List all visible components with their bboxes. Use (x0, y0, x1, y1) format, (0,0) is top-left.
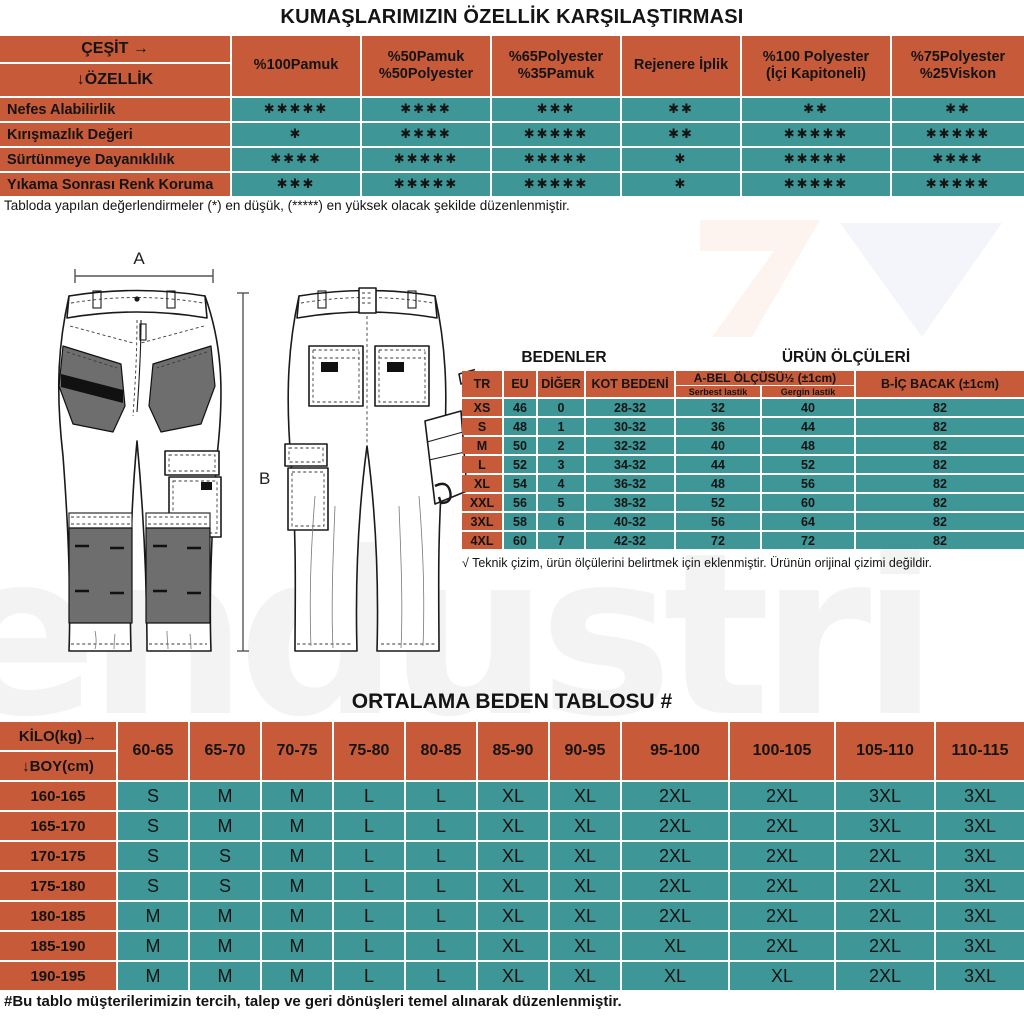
avg-size-cell: L (406, 932, 476, 960)
avg-size-cell: 2XL (836, 902, 934, 930)
avg-size-cell: XL (550, 782, 620, 810)
avg-weight-header: 90-95 (550, 722, 620, 780)
size-value-cell: 7 (538, 532, 584, 549)
size-row-label: 3XL (462, 513, 502, 530)
fabric-column-line1: %100 Polyester (762, 48, 870, 65)
avg-size-cell: XL (478, 812, 548, 840)
size-value-cell: 82 (856, 437, 1024, 454)
avg-size-cell: XL (478, 932, 548, 960)
size-value-cell: 6 (538, 513, 584, 530)
size-value-cell: 64 (762, 513, 854, 530)
avg-size-cell: L (406, 902, 476, 930)
avg-size-cell: 3XL (936, 902, 1024, 930)
avg-size-cell: XL (730, 962, 834, 990)
size-measurements-table (462, 371, 1024, 549)
size-value-cell: 1 (538, 418, 584, 435)
avg-size-cell: L (406, 962, 476, 990)
avg-size-cell: 2XL (836, 932, 934, 960)
avg-size-cell: XL (478, 842, 548, 870)
fabric-rating-cell: ✱✱✱✱✱ (742, 123, 890, 146)
size-value-cell: 3 (538, 456, 584, 473)
avg-size-cell: 3XL (836, 782, 934, 810)
avg-size-cell: L (406, 872, 476, 900)
size-value-cell: 56 (762, 475, 854, 492)
avg-size-cell: 3XL (936, 872, 1024, 900)
watermark-logo-icon (690, 205, 1020, 355)
avg-size-cell: M (262, 932, 332, 960)
size-row-label: XXL (462, 494, 502, 511)
avg-size-cell: L (334, 812, 404, 840)
avg-weight-header: 60-65 (118, 722, 188, 780)
avg-size-cell: 3XL (836, 812, 934, 840)
size-value-cell: 82 (856, 475, 1024, 492)
avg-size-cell: M (190, 902, 260, 930)
size-value-cell: 52 (676, 494, 760, 511)
fabric-column-line1: %75Polyester (910, 48, 1006, 65)
bedenler-title: BEDENLER (521, 349, 607, 366)
avg-size-cell: S (118, 812, 188, 840)
avg-size-cell: XL (622, 962, 728, 990)
size-value-cell: 32 (676, 399, 760, 416)
fabric-rating-cell: ✱✱✱ (232, 173, 360, 196)
size-header-eu: EU (504, 371, 536, 397)
avg-size-cell: S (118, 782, 188, 810)
avg-corner-kilo: KİLO(kg)→ (0, 722, 116, 750)
size-value-cell: 40 (762, 399, 854, 416)
size-value-cell: 60 (762, 494, 854, 511)
size-header-kot: KOT BEDENİ (586, 371, 674, 397)
size-value-cell: 48 (762, 437, 854, 454)
size-row-label: L (462, 456, 502, 473)
avg-height-label: 190-195 (0, 962, 116, 990)
avg-weight-header: 85-90 (478, 722, 548, 780)
fabric-comparison-table (0, 36, 1024, 196)
avg-size-cell: 3XL (936, 932, 1024, 960)
avg-size-cell: M (118, 932, 188, 960)
size-value-cell: 0 (538, 399, 584, 416)
fabric-rating-cell: ✱✱✱✱✱ (492, 148, 620, 171)
fabric-rating-cell: ✱✱✱✱ (362, 123, 490, 146)
avg-size-cell: XL (478, 962, 548, 990)
avg-size-cell: 2XL (622, 872, 728, 900)
avg-size-table (0, 722, 1024, 990)
size-value-cell: 56 (676, 513, 760, 530)
avg-height-label: 180-185 (0, 902, 116, 930)
fabric-rating-cell: ✱✱✱✱ (232, 148, 360, 171)
avg-size-cell: 2XL (622, 782, 728, 810)
avg-size-cell: M (262, 902, 332, 930)
avg-size-cell: 2XL (730, 782, 834, 810)
fabric-corner-ozellik: ↓ÖZELLİK (0, 64, 230, 96)
size-value-cell: 34-32 (586, 456, 674, 473)
fabric-rating-cell: ✱✱✱✱✱ (892, 173, 1024, 196)
size-value-cell: 5 (538, 494, 584, 511)
size-header-abel: A-BEL ÖLÇÜSÜ½ (±1cm) (676, 371, 854, 385)
avg-size-cell: L (406, 842, 476, 870)
dim-a-label: A (133, 249, 145, 268)
size-header-abel-sub (676, 386, 854, 397)
avg-size-cell: 2XL (730, 932, 834, 960)
avg-size-cell: 2XL (836, 872, 934, 900)
size-value-cell: 50 (504, 437, 536, 454)
avg-height-label: 185-190 (0, 932, 116, 960)
avg-size-cell: XL (478, 902, 548, 930)
avg-size-cell: XL (550, 872, 620, 900)
urun-olculeri-title: ÜRÜN ÖLÇÜLERİ (781, 349, 911, 366)
fabric-column-header (232, 36, 360, 96)
avg-size-cell: M (190, 932, 260, 960)
size-value-cell: 72 (676, 532, 760, 549)
size-value-cell: 38-32 (586, 494, 674, 511)
size-header-tr: TR (462, 371, 502, 397)
fabric-rating-cell: ✱✱ (742, 98, 890, 121)
pants-back-drawing (285, 288, 475, 651)
size-value-cell: 36-32 (586, 475, 674, 492)
avg-size-cell: M (118, 962, 188, 990)
fabric-rating-cell: ✱✱✱✱✱ (892, 123, 1024, 146)
fabric-column-header (362, 36, 490, 96)
fabric-row-label: Yıkama Sonrası Renk Koruma (0, 173, 230, 196)
fabric-rating-cell: ✱✱ (892, 98, 1024, 121)
avg-height-label: 165-170 (0, 812, 116, 840)
avg-size-cell: XL (478, 782, 548, 810)
avg-size-cell: 3XL (936, 962, 1024, 990)
size-value-cell: 82 (856, 513, 1024, 530)
size-header-diger: DİĞER (538, 371, 584, 397)
avg-table-note: #Bu tablo müşterilerimizin tercih, talep ve geri dönüşleri temel alınarak düzenlenmiştir. (4, 993, 622, 1010)
fabric-rating-cell: ✱ (622, 148, 740, 171)
avg-weight-header: 65-70 (190, 722, 260, 780)
size-value-cell: 42-32 (586, 532, 674, 549)
fabric-column-line1: %100Pamuk (253, 57, 339, 74)
fabric-rating-cell: ✱ (622, 173, 740, 196)
avg-size-cell: 2XL (622, 812, 728, 840)
avg-size-cell: M (262, 782, 332, 810)
size-value-cell: 30-32 (586, 418, 674, 435)
avg-size-cell: L (334, 962, 404, 990)
size-value-cell: 48 (504, 418, 536, 435)
avg-size-cell: 3XL (936, 812, 1024, 840)
avg-size-cell: L (334, 782, 404, 810)
avg-size-cell: 2XL (730, 902, 834, 930)
avg-table-title: ORTALAMA BEDEN TABLOSU # (351, 690, 673, 713)
fabric-column-header (622, 36, 740, 96)
size-value-cell: 2 (538, 437, 584, 454)
size-value-cell: 56 (504, 494, 536, 511)
avg-size-cell: M (190, 782, 260, 810)
fabric-corner-cesit: ÇEŞİT → (0, 36, 230, 62)
fabric-column-line2: %35Pamuk (517, 66, 595, 82)
avg-weight-header: 105-110 (836, 722, 934, 780)
size-header-abel-group (676, 371, 854, 397)
fabric-column-header (892, 36, 1024, 96)
pants-front-drawing (59, 291, 221, 652)
size-value-cell: 44 (762, 418, 854, 435)
size-row-label: 4XL (462, 532, 502, 549)
avg-size-cell: 2XL (730, 812, 834, 840)
avg-size-cell: L (334, 872, 404, 900)
fabric-rating-cell: ✱✱✱✱ (892, 148, 1024, 171)
avg-height-label: 175-180 (0, 872, 116, 900)
size-value-cell: 82 (856, 456, 1024, 473)
size-value-cell: 48 (676, 475, 760, 492)
fabric-rating-cell: ✱ (232, 123, 360, 146)
size-value-cell: 46 (504, 399, 536, 416)
avg-weight-header: 100-105 (730, 722, 834, 780)
fabric-rating-cell: ✱✱✱✱✱ (742, 173, 890, 196)
avg-size-cell: XL (550, 842, 620, 870)
size-header-bic: B-İÇ BACAK (±1cm) (856, 371, 1024, 397)
avg-size-cell: S (190, 842, 260, 870)
size-value-cell: 40 (676, 437, 760, 454)
avg-size-cell: 3XL (936, 842, 1024, 870)
fabric-corner-cell (0, 36, 230, 96)
avg-size-cell: M (262, 962, 332, 990)
fabric-column-line2: %50Polyester (378, 66, 474, 82)
dimension-b (237, 293, 270, 651)
avg-size-cell: S (190, 872, 260, 900)
avg-size-cell: M (190, 962, 260, 990)
size-value-cell: 72 (762, 532, 854, 549)
avg-size-cell: 2XL (622, 902, 728, 930)
fabric-rating-cell: ✱✱✱ (492, 98, 620, 121)
fabric-rating-cell: ✱✱✱✱✱ (742, 148, 890, 171)
fabric-rating-cell: ✱✱✱✱✱ (362, 173, 490, 196)
fabric-column-header (492, 36, 620, 96)
size-value-cell: 28-32 (586, 399, 674, 416)
avg-size-cell: L (334, 902, 404, 930)
size-value-cell: 36 (676, 418, 760, 435)
size-row-label: M (462, 437, 502, 454)
fabric-row-label: Kırışmazlık Değeri (0, 123, 230, 146)
avg-size-cell: XL (550, 812, 620, 840)
avg-size-cell: M (262, 812, 332, 840)
avg-weight-header: 75-80 (334, 722, 404, 780)
avg-height-label: 160-165 (0, 782, 116, 810)
avg-weight-header: 95-100 (622, 722, 728, 780)
avg-size-cell: XL (478, 872, 548, 900)
size-value-cell: 82 (856, 418, 1024, 435)
fabric-row-label: Sürtünmeye Dayanıklılık (0, 148, 230, 171)
fabric-column-line2: (İçi Kapitoneli) (766, 66, 866, 82)
size-row-label: S (462, 418, 502, 435)
avg-weight-header: 110-115 (936, 722, 1024, 780)
size-value-cell: 60 (504, 532, 536, 549)
fabric-table-note: Tabloda yapılan değerlendirmeler (*) en düşük, (*****) en yüksek olacak şekilde düzenlenmiştir. (4, 198, 570, 213)
avg-size-cell: XL (550, 932, 620, 960)
size-value-cell: 32-32 (586, 437, 674, 454)
fabric-row-label: Nefes Alabilirlik (0, 98, 230, 121)
avg-weight-header: 80-85 (406, 722, 476, 780)
fabric-column-line2: %25Viskon (919, 66, 997, 82)
fabric-column-line1: %50Pamuk (387, 48, 465, 65)
avg-size-cell: L (334, 932, 404, 960)
avg-size-cell: XL (622, 932, 728, 960)
size-value-cell: 54 (504, 475, 536, 492)
avg-size-cell: L (406, 782, 476, 810)
fabric-column-line1: Rejenere İplik (633, 57, 729, 74)
size-value-cell: 82 (856, 399, 1024, 416)
avg-corner-cell (0, 722, 116, 780)
size-value-cell: 82 (856, 494, 1024, 511)
fabric-rating-cell: ✱✱✱✱ (362, 98, 490, 121)
pants-technical-drawing (15, 246, 475, 676)
size-value-cell: 82 (856, 532, 1024, 549)
avg-corner-boy: ↓BOY(cm) (0, 752, 116, 780)
size-value-cell: 4 (538, 475, 584, 492)
dim-b-label: B (259, 469, 271, 488)
avg-size-cell: L (334, 842, 404, 870)
dimension-a (75, 249, 213, 283)
fabric-rating-cell: ✱✱ (622, 98, 740, 121)
size-value-cell: 52 (762, 456, 854, 473)
size-row-label: XL (462, 475, 502, 492)
avg-size-cell: 2XL (622, 842, 728, 870)
avg-size-cell: 2XL (836, 962, 934, 990)
avg-size-cell: S (118, 842, 188, 870)
size-value-cell: 40-32 (586, 513, 674, 530)
fabric-column-line1: %65Polyester (508, 48, 604, 65)
size-header-serbest: Serbest lastik (676, 386, 760, 397)
avg-size-cell: M (262, 842, 332, 870)
avg-size-cell: XL (550, 962, 620, 990)
size-value-cell: 52 (504, 456, 536, 473)
size-header-gergin: Gergin lastik (762, 386, 854, 397)
fabric-column-header (742, 36, 890, 96)
fabric-rating-cell: ✱✱✱✱✱ (362, 148, 490, 171)
avg-size-cell: M (118, 902, 188, 930)
fabric-rating-cell: ✱✱✱✱✱ (492, 123, 620, 146)
avg-size-cell: S (118, 872, 188, 900)
avg-size-cell: M (262, 872, 332, 900)
size-value-cell: 58 (504, 513, 536, 530)
avg-size-cell: 3XL (936, 782, 1024, 810)
fabric-comparison-title: KUMAŞLARIMIZIN ÖZELLİK KARŞILAŞTIRMASI (280, 6, 744, 28)
avg-height-label: 170-175 (0, 842, 116, 870)
avg-size-cell: 2XL (730, 842, 834, 870)
avg-size-cell: M (190, 812, 260, 840)
avg-size-cell: L (406, 812, 476, 840)
size-row-label: XS (462, 399, 502, 416)
fabric-rating-cell: ✱✱✱✱✱ (492, 173, 620, 196)
avg-size-cell: XL (550, 902, 620, 930)
fabric-rating-cell: ✱✱✱✱✱ (232, 98, 360, 121)
avg-weight-header: 70-75 (262, 722, 332, 780)
size-value-cell: 44 (676, 456, 760, 473)
size-table-note: √ Teknik çizim, ürün ölçülerini belirtmek için eklenmiştir. Ürünün orijinal çizimi değildir. (462, 556, 932, 570)
fabric-rating-cell: ✱✱ (622, 123, 740, 146)
avg-size-cell: 2XL (730, 872, 834, 900)
avg-size-cell: 2XL (836, 842, 934, 870)
